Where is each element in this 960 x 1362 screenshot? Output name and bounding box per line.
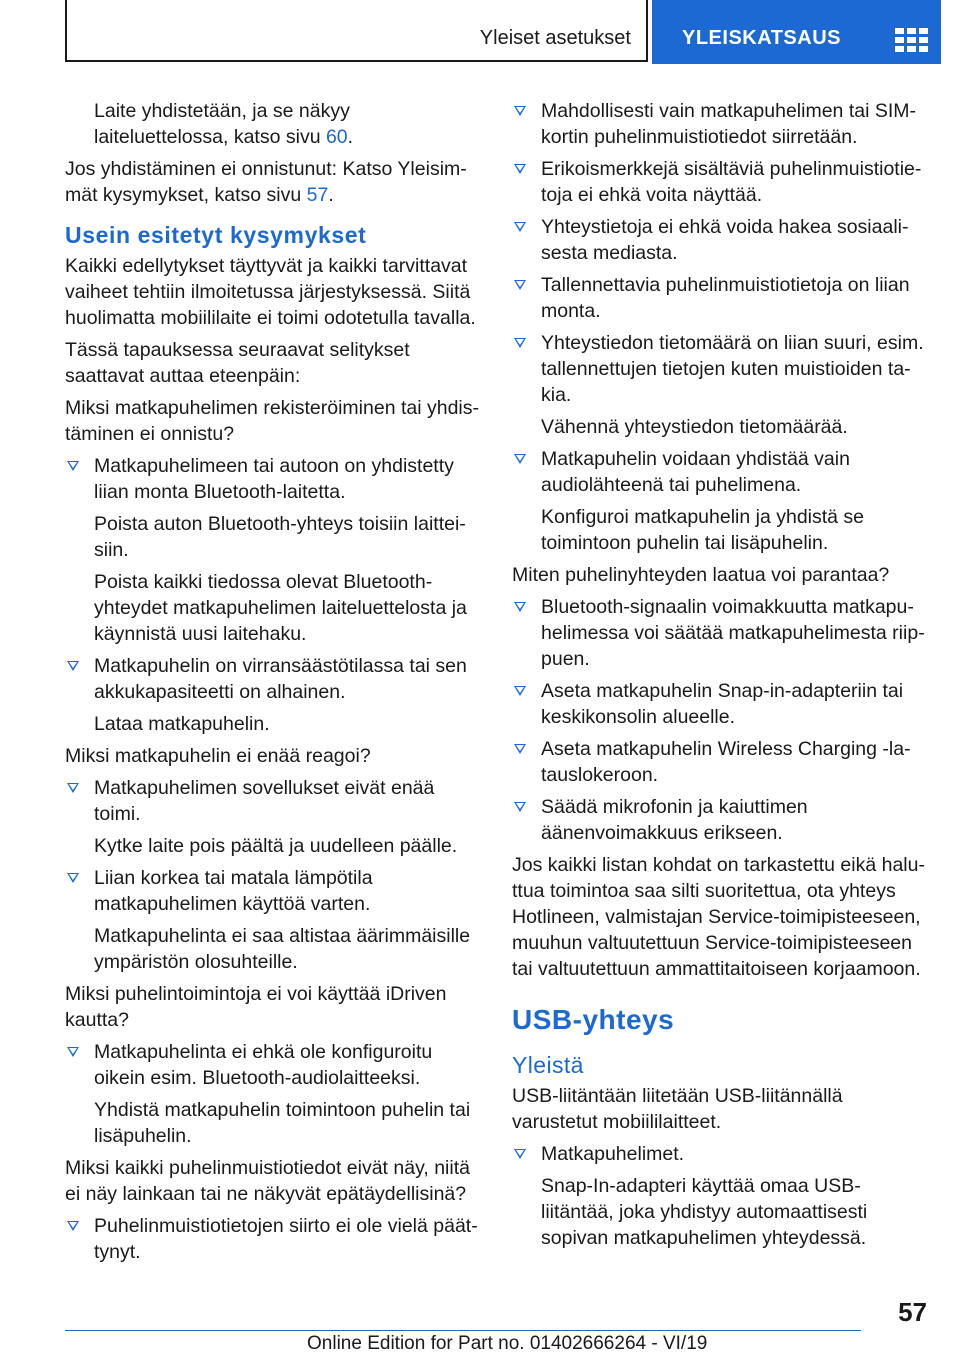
list-item: Yhteystiedon tietomäärä on liian suuri, esim. tallennettujen tietojen kuten muistioiden takia. Vähennä yhteystiedon tietomäärää.	[512, 330, 927, 440]
page-header	[65, 0, 941, 64]
bullet-triangle-icon	[67, 783, 79, 793]
bullet-triangle-icon	[67, 461, 79, 471]
grid-icon	[895, 28, 928, 53]
list-item: Bluetooth-signaalin voimakkuutta matkapuhelimessa voi säätää matkapuhelimesta riippuen.	[512, 594, 927, 672]
bullet-triangle-icon	[67, 1221, 79, 1231]
list-item: Aseta matkapuhelin Snap-in-adapteriin tai keskikonsolin alueelle.	[512, 678, 927, 730]
bullet-triangle-icon	[514, 1149, 526, 1159]
list-item: Liian korkea tai matala lämpötila matkapuhelimen käyttöä varten. Matkapuhelinta ei saa altistaa äärimmäisille ympäristön olosuhteille.	[65, 865, 480, 975]
list-item: Matkapuhelimen sovellukset eivät enää toimi. Kytke laite pois päältä ja uudelleen päälle.	[65, 775, 480, 859]
question: Miksi matkapuhelimen rekisteröiminen tai yhdistäminen ei onnistu?	[65, 397, 479, 445]
section-title: Yleiset asetukset	[479, 27, 631, 49]
faq-heading: Usein esitetyt kysymykset	[65, 222, 367, 248]
general-subheading: Yleistä	[512, 1052, 584, 1078]
list-item: Matkapuhelimet. Snap-In-adapteri käyttää omaa USB-liitäntää, joka yhdistyy automaattisesti sopivan matkapuhelimen yhteydessä.	[512, 1141, 927, 1251]
footer-divider	[65, 1330, 861, 1331]
bullet-triangle-icon	[514, 686, 526, 696]
list-item: Matkapuhelinta ei ehkä ole konfiguroitu oikein esim. Bluetooth-audiolaitteeksi. Yhdistä matkapuhelin toimintoon puhelin tai lisäpuhelin.	[65, 1039, 480, 1149]
bullet-triangle-icon	[67, 661, 79, 671]
list-item: Yhteystietoja ei ehkä voida hakea sosiaalisesta mediasta.	[512, 214, 927, 266]
list-item: Matkapuhelimeen tai autoon on yhdistetty liian monta Bluetooth-laitetta. Poista auton Bluetooth-yhteys toisiin laitteisiin. Poista kaikki tiedossa olevat Bluetooth-yhteydet matkapuhelimen laiteluettelosta ja käynnistä uusi laitehaku.	[65, 453, 480, 647]
bullet-triangle-icon	[514, 164, 526, 174]
paragraph: Jos kaikki listan kohdat on tarkastettu eikä haluttua toimintoa saa silti suoritettua, ota yhteys Hotlineen, valmistajan Service-toimipisteeseen, muuhun valtuutettuun Service-toimipisteeseen tai valtuutettuun ammattitaitoiseen korjaamoon.	[512, 854, 925, 980]
list-item: Erikoismerkkejä sisältäviä puhelinmuistiotietoja ei ehkä voita näyttää.	[512, 156, 927, 208]
right-column	[512, 98, 927, 1257]
list-item: Matkapuhelin voidaan yhdistää vain audiolähteenä tai puhelimena. Konfiguroi matkapuhelin ja yhdistä se toimintoon puhelin tai lisäpuhelin.	[512, 446, 927, 556]
overview-tab[interactable]	[652, 0, 941, 64]
left-column	[65, 98, 480, 1271]
page-link-57[interactable]: 57	[306, 184, 329, 206]
bullet-triangle-icon	[514, 106, 526, 116]
bullet-triangle-icon	[514, 744, 526, 754]
intro-paragraph-2: Jos yhdistäminen ei onnistunut: Katso Yleisimmät kysymykset, katso sivu 57.	[65, 158, 467, 206]
paragraph: USB-liitäntään liitetään USB-liitännällä varustetut mobiililaitteet.	[512, 1085, 843, 1133]
question: Miten puhelinyhteyden laatua voi parantaa?	[512, 564, 890, 586]
list-item: Tallennettavia puhelinmuistiotietoja on liian monta.	[512, 272, 927, 324]
page-link-60[interactable]: 60	[325, 126, 348, 148]
bullet-triangle-icon	[514, 222, 526, 232]
bullet-triangle-icon	[514, 602, 526, 612]
bullet-triangle-icon	[67, 1047, 79, 1057]
question: Miksi kaikki puhelinmuistiotiedot eivät näy, niitä ei näy lainkaan tai ne näkyvät epätäydellisinä?	[65, 1157, 470, 1205]
intro-paragraph-1: Laite yhdistetään, ja se näkyy laiteluettelossa, katso sivu 60.	[94, 100, 354, 148]
question: Miksi puhelintoimintoja ei voi käyttää iDriven kautta?	[65, 983, 447, 1031]
footer-edition-text: Online Edition for Part no. 01402666264 - VI/19	[307, 1333, 708, 1354]
page-number: 57	[898, 1297, 927, 1327]
overview-tab-label: YLEISKATSAUS	[682, 27, 841, 49]
bullet-triangle-icon	[67, 873, 79, 883]
bullet-triangle-icon	[514, 454, 526, 464]
paragraph: Kaikki edellytykset täyttyvät ja kaikki tarvittavat vaiheet tehtiin ilmoitetussa järjestyksessä. Siitä huolimatta mobiililaite ei toimi odotetulla tavalla.	[65, 255, 476, 329]
list-item: Säädä mikrofonin ja kaiuttimen äänenvoimakkuus erikseen.	[512, 794, 927, 846]
bullet-triangle-icon	[514, 802, 526, 812]
bullet-triangle-icon	[514, 338, 526, 348]
list-item: Matkapuhelin on virransäästötilassa tai sen akkukapasiteetti on alhainen. Lataa matkapuhelin.	[65, 653, 480, 737]
list-item: Puhelinmuistiotietojen siirto ei ole vielä päättynyt.	[65, 1213, 480, 1265]
bullet-triangle-icon	[514, 280, 526, 290]
paragraph: Tässä tapauksessa seuraavat selitykset saattavat auttaa eteenpäin:	[65, 339, 410, 387]
list-item: Aseta matkapuhelin Wireless Charging -latauslokeroon.	[512, 736, 927, 788]
question: Miksi matkapuhelin ei enää reagoi?	[65, 745, 371, 767]
usb-heading: USB-yhteys	[512, 1004, 675, 1035]
list-item: Mahdollisesti vain matkapuhelimen tai SIM-kortin puhelinmuistiotiedot siirretään.	[512, 98, 927, 150]
